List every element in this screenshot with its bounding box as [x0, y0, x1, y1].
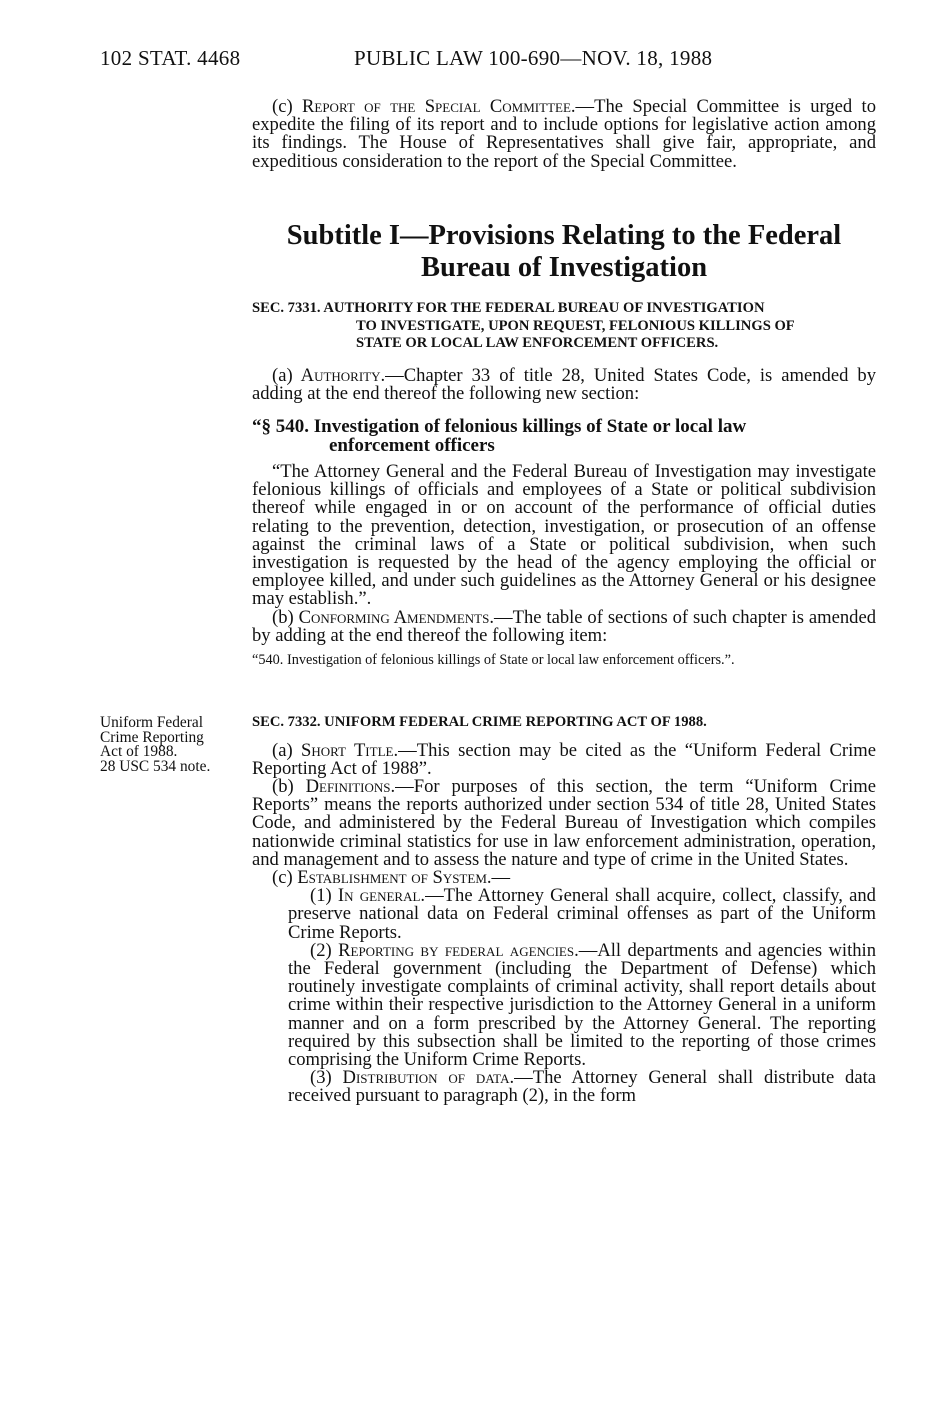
section-7332-b: (b) Definitions.—For purposes of this section, the term “Uniform Crime Reports” means the reports authorized under section 534 of title 28, United States Code, and administered by the Federal Bureau of Investigation which compiles nationwide criminal statistics for use in law enforcement administration, operation, and management and to assess the nature and type of crime in the United States. [252, 775, 876, 870]
section-7332-c3: (3) Distribution of data.—The Attorney General shall distribute data received pursuant to paragraph (2), in the form [288, 1067, 876, 1107]
section-7331-a: (a) Authority.—Chapter 33 of title 28, United States Code, is amended by adding at the end thereof the following new section: [252, 364, 877, 404]
section-7332-c: (c) Establishment of System.— [272, 866, 511, 888]
section-7331 [252, 300, 876, 669]
report-text: .—The Special Committee is urged to expedite the filing of its report and to include options for legislative action among its findings. The House of Representatives shall give fair, appropriate, and expeditious consideration to the report of the Special Committee. [252, 96, 877, 172]
section-7332-a: (a) Short Title.—This section may be cited as the “Uniform Federal Crime Reporting Act of 1988”. [252, 739, 876, 779]
new-section-540-heading: “§ 540. Investigation of felonious killings of State or local law enforcement officers [252, 415, 747, 456]
subtitle-heading: Subtitle I—Provisions Relating to the Federal Bureau of Investigation [286, 220, 842, 283]
report-paragraph [252, 98, 876, 171]
section-7331-heading: SEC. 7331. AUTHORITY FOR THE FEDERAL BUREAU OF INVESTIGATION TO INVESTIGATE, UPON REQUEST, FELONIOUS KILLINGS OF STATE OR LOCAL LAW ENFORCEMENT OFFICERS. [252, 300, 795, 351]
public-law-citation: PUBLIC LAW 100-690—NOV. 18, 1988 [354, 46, 713, 70]
margin-note: Uniform Federal Crime Reporting Act of 1988. 28 USC 534 note. [100, 714, 211, 775]
section-7332-c2: (2) Reporting by federal agencies.—All departments and agencies within the Federal government (including the Department of Defense) which routinely investigate complaints of criminal activity, shall report details about crime within their respective jurisdiction to the Attorney General in a uniform manner and on a form prescribed by the Attorney General. The reporting required by this subsection shall be limited to the reporting of those crimes comprising the Uniform Crime Reports. [288, 939, 877, 1070]
report-heading: eport of the Special Committee [314, 96, 571, 117]
report-subsection: (c) Report of the Special Committee.—The Special Committee is urged to expedite the filing of its report and to include options for legislative action among its findings. The House of Representatives shall give fair, appropriate, and expeditious consideration to the report of the Special Committee. [252, 96, 877, 172]
stat-page-number: 102 STAT. 4468 [100, 46, 241, 70]
new-section-540-text: “The Attorney General and the Federal Bureau of Investigation may investigate felonious killings of officials and employees of a State or political subdivision thereof while engaged in or on account of the performance of official duties relating to the prevention, detection, investigation, or prosecution of an offense against the criminal laws of a State or political subdivision, when such investigation is requested by the head of the agency employing the official or employee killed, and under such guidelines as the Attorney General or his designee may establish.”. [252, 460, 876, 610]
section-7331-b: (b) Conforming Amendments.—The table of sections of such chapter is amended by adding at the end thereof the following item: [252, 606, 876, 646]
section-7332 [252, 714, 876, 1106]
section-7332-heading: SEC. 7332. UNIFORM FEDERAL CRIME REPORTING ACT OF 1988. [252, 714, 707, 730]
section-7332-c1: (1) In general.—The Attorney General shall acquire, collect, classify, and preserve national data on Federal criminal offenses as part of the Uniform Crime Reports. [288, 885, 876, 943]
table-of-sections-item: “540. Investigation of felonious killings of State or local law enforcement officers.”. [252, 651, 735, 668]
